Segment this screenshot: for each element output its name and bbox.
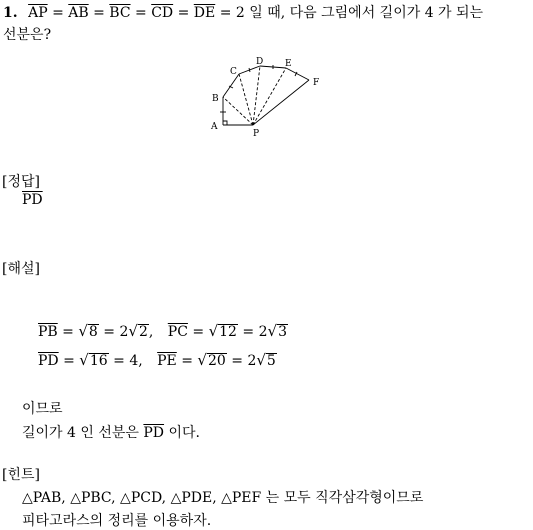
segment-pc-line [239, 74, 253, 125]
segment-pb-line [223, 97, 253, 125]
label-c: C [230, 67, 237, 77]
explanation-eq-row-1 [38, 322, 288, 340]
problem-number: 1. [3, 5, 18, 21]
segment-bc-line [223, 74, 239, 97]
equals-coef: = 2 [231, 353, 257, 369]
comma: , [148, 324, 154, 340]
label-e: E [285, 59, 292, 69]
label-f: F [313, 78, 320, 88]
problem-line-1: 1. $\overline{AP} = \overline{AB} = \overline{BC} = \overline{CD} = \overline{DE} = 2$ 일 때, 다음 그림에서 길이가 4 가 되는 [3, 5, 484, 21]
segment-pd-conclusion: $\overline{PD}$ [143, 425, 165, 441]
radicand: 20 [207, 353, 226, 369]
sqrt-expression: √2 [128, 322, 148, 340]
equals-coef: = 2 [242, 324, 268, 340]
segment-bc: $\overline{BC}$ [109, 5, 131, 21]
answer-value: $\overline{PD}$ [22, 192, 43, 208]
segment-pd-line [253, 66, 260, 125]
sqrt-expression: √8 [78, 322, 98, 340]
explanation-eq-row-2 [38, 351, 277, 369]
explanation-header: [해설] [2, 261, 40, 277]
equals-coef: = 2 [103, 324, 129, 340]
label-d: D [256, 57, 264, 67]
radicand: 2 [138, 324, 148, 340]
segment-ab: $\overline{AB}$ [68, 5, 89, 21]
segment-pe: $\overline{PE}$ [157, 353, 177, 369]
segment-de: $\overline{DE}$ [193, 5, 216, 21]
equals-sign: = [63, 353, 80, 369]
explanation-therefore: 이므로 [22, 401, 63, 417]
label-b: B [212, 94, 219, 104]
problem-line-2: 선분은? [3, 27, 52, 43]
equals-sign: = [62, 324, 79, 340]
sqrt-expression: √20 [197, 351, 226, 369]
label-a: A [211, 122, 218, 132]
equals-sign: = [181, 353, 198, 369]
sqrt-expression: √3 [267, 322, 287, 340]
segment-pd: $\overline{PD}$ [38, 353, 59, 369]
equals-sign: = [192, 324, 209, 340]
segment-ap: $\overline{AP}$ [28, 5, 48, 21]
label-p: P [253, 129, 260, 139]
segment-pf-line [253, 80, 309, 125]
segment-pb: $\overline{PB}$ [38, 324, 58, 340]
radicand: 16 [89, 353, 108, 369]
radicand: 8 [88, 324, 98, 340]
equals-value: = 4, [113, 353, 143, 369]
hint-line-2: 피타고라스의 정리를 이용하자. [22, 513, 212, 529]
radicand: 5 [266, 353, 276, 369]
segment-cd: $\overline{CD}$ [151, 5, 174, 21]
problem-condition-text: = 2 일 때, 다음 그림에서 길이가 4 가 되는 [219, 5, 484, 21]
conclusion-end: 이다. [168, 425, 200, 441]
sqrt-expression: √16 [79, 351, 108, 369]
segment-ef-line [286, 68, 309, 80]
explanation-conclusion [22, 422, 200, 442]
answer-header: [정답] [2, 174, 40, 190]
geometry-figure [205, 55, 330, 140]
radicand: 12 [219, 324, 237, 340]
sqrt-expression: √12 [208, 322, 237, 340]
segment-pe-line [253, 68, 286, 125]
segment-pc: $\overline{PC}$ [167, 324, 188, 340]
conclusion-text: 길이가 4 인 선분은 [22, 425, 139, 441]
radicand: 3 [278, 324, 287, 340]
hint-line-1: △PAB, △PBC, △PCD, △PDE, △PEF 는 모두 직각삼각형이므로 [22, 490, 424, 506]
sqrt-expression: √5 [256, 351, 276, 369]
hint-header: [힌트] [2, 467, 40, 483]
